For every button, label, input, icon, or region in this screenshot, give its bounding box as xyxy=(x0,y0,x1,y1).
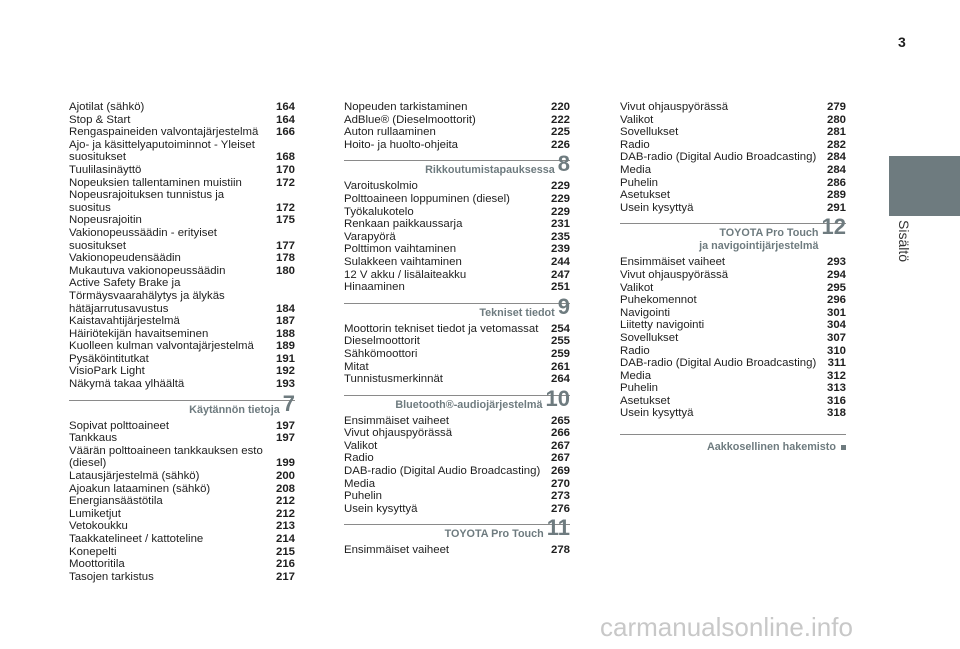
toc-entry-title: Ensimmäiset vaiheet xyxy=(344,544,450,557)
toc-entry-title: Media xyxy=(344,477,376,490)
toc-entry[interactable] xyxy=(620,269,846,282)
toc-entry[interactable] xyxy=(344,361,570,374)
toc-entry-page: 213 xyxy=(275,520,295,533)
toc-entry-title: Polttoaineen loppuminen (diesel) xyxy=(344,192,510,205)
toc-entry[interactable] xyxy=(69,139,295,164)
toc-entry[interactable] xyxy=(344,323,570,336)
toc-entry[interactable] xyxy=(620,151,846,164)
toc-entry-page: 225 xyxy=(550,126,570,139)
toc-entry-page: 200 xyxy=(275,470,295,483)
toc-entry-title: Mukautuva vakionopeussäädin xyxy=(69,264,226,277)
toc-entry-page: 229 xyxy=(550,180,570,193)
toc-entry-page: 289 xyxy=(826,189,846,202)
toc-entry-title: Sopivat polttoaineet xyxy=(69,419,170,432)
toc-entry-title: Taakkatelineet / kattoteline xyxy=(69,533,204,545)
toc-entry-title: Vakionopeudensäädin xyxy=(69,252,181,265)
toc-entry-title: Puhekomennot xyxy=(620,294,697,307)
toc-entry[interactable] xyxy=(69,546,295,559)
toc-entry[interactable] xyxy=(69,508,295,521)
toc-entry[interactable] xyxy=(69,315,295,328)
toc-entry-page: 244 xyxy=(550,255,570,268)
toc-entry[interactable] xyxy=(344,218,570,231)
toc-entry-page: 312 xyxy=(826,369,846,382)
toc-entry-title: Radio xyxy=(620,138,650,151)
toc-entry-title: Ajo- ja käsittelyaputoiminnot - Yleiset suositukset xyxy=(69,138,255,164)
section-number: 9 xyxy=(557,293,570,319)
toc-entry[interactable] xyxy=(344,206,570,219)
toc-entry-page: 311 xyxy=(827,357,846,370)
toc-entry[interactable] xyxy=(620,395,846,408)
toc-entry[interactable] xyxy=(69,214,295,227)
toc-entry-page: 199 xyxy=(275,457,295,470)
section-title: Tekniset tiedot xyxy=(479,306,555,319)
toc-entry[interactable] xyxy=(344,373,570,386)
toc-entry[interactable] xyxy=(344,243,570,256)
toc-entry[interactable] xyxy=(620,202,846,215)
toc-entry[interactable] xyxy=(344,180,570,193)
toc-entry-title: Usein kysyttyä xyxy=(344,502,418,515)
toc-entry-page: 293 xyxy=(826,256,846,269)
toc-entry[interactable] xyxy=(69,340,295,353)
toc-entry[interactable] xyxy=(69,378,295,391)
toc-entry-page: 247 xyxy=(550,268,570,281)
toc-entry[interactable] xyxy=(620,139,846,152)
toc-entry[interactable] xyxy=(69,495,295,508)
toc-entry-title: Nopeusrajoitin xyxy=(69,214,142,227)
alphabetical-index-link[interactable] xyxy=(620,434,846,453)
toc-entry-page: 279 xyxy=(826,101,846,113)
toc-entry-page: 294 xyxy=(826,268,846,281)
toc-column-1 xyxy=(69,101,295,583)
toc-entry-page: 273 xyxy=(550,490,570,503)
toc-entry[interactable] xyxy=(620,407,846,420)
toc-entry-page: 284 xyxy=(826,151,846,164)
toc-entry-page: 261 xyxy=(550,360,570,373)
section-header-9[interactable] xyxy=(344,293,570,320)
toc-entry[interactable] xyxy=(344,503,570,516)
toc-entry-title: Usein kysyttyä xyxy=(620,407,694,420)
toc-entry-title: Asetukset xyxy=(620,189,671,202)
toc-entry-title: Konepelti xyxy=(69,545,117,558)
toc-entry-title: Puhelin xyxy=(620,382,658,395)
section-title xyxy=(699,224,818,253)
toc-entry[interactable] xyxy=(620,357,846,370)
toc-column-3 xyxy=(620,101,846,453)
toc-entry-title: Navigointi xyxy=(620,306,671,319)
section-header-12[interactable] xyxy=(620,214,846,253)
watermark: carmanualsonline.info xyxy=(600,612,853,642)
toc-entry-title: Puhelin xyxy=(344,490,382,503)
toc-entry-title: Ajoakun lataaminen (sähkö) xyxy=(69,482,211,495)
toc-entry-page: 170 xyxy=(275,163,295,176)
toc-entry[interactable] xyxy=(344,281,570,294)
toc-entry-page: 267 xyxy=(550,439,570,452)
toc-entry-page: 192 xyxy=(275,365,295,378)
toc-entry-title: Mitat xyxy=(344,360,369,373)
toc-entry-page: 226 xyxy=(550,138,570,151)
toc-entry[interactable] xyxy=(620,382,846,395)
section-title: Rikkoutumistapauksessa xyxy=(425,164,555,177)
toc-entry-page: 214 xyxy=(275,533,295,545)
toc-entry-title: Sovellukset xyxy=(620,331,679,344)
toc-entry-title: Moottoritila xyxy=(69,558,125,571)
toc-entry-title: Asetukset xyxy=(620,394,671,407)
toc-entry-page: 318 xyxy=(826,407,846,420)
toc-entry-title: Liitetty navigointi xyxy=(620,319,705,332)
toc-entry-page: 259 xyxy=(550,347,570,360)
toc-entry[interactable] xyxy=(344,335,570,348)
toc-entry-title: Lumiketjut xyxy=(69,507,121,520)
toc-entry[interactable] xyxy=(344,440,570,453)
toc-entry-title: Radio xyxy=(620,344,650,357)
toc-entry[interactable] xyxy=(344,231,570,244)
toc-entry-page: 177 xyxy=(275,239,295,252)
toc-entry[interactable] xyxy=(344,452,570,465)
toc-entry[interactable] xyxy=(620,126,846,139)
toc-entry[interactable] xyxy=(69,265,295,278)
toc-entry[interactable] xyxy=(620,345,846,358)
toc-entry[interactable] xyxy=(620,256,846,269)
toc-entry-page: 189 xyxy=(275,340,295,353)
toc-entry-page: 276 xyxy=(550,502,570,515)
toc-entry-title: Rengaspaineiden valvontajärjestelmä xyxy=(69,126,259,139)
toc-entry-page: 270 xyxy=(550,477,570,490)
toc-entry-title: DAB-radio (Digital Audio Broadcasting) xyxy=(344,465,541,478)
toc-entry-page: 281 xyxy=(826,126,846,139)
toc-entry[interactable] xyxy=(620,307,846,320)
toc-entry-title: 12 V akku / lisälaiteakku xyxy=(344,268,467,281)
toc-entry-title: AdBlue® (Dieselmoottorit) xyxy=(344,113,476,126)
toc-entry-title: Nopeuksien tallentaminen muistiin xyxy=(69,176,242,189)
toc-entry-title: Moottorin tekniset tiedot ja vetomassat xyxy=(344,322,539,335)
toc-entry-title: Tunnistusmerkinnät xyxy=(344,373,443,386)
toc-entry-title: Radio xyxy=(344,452,374,465)
toc-entry-page: 215 xyxy=(275,545,295,558)
toc-entry-page: 301 xyxy=(826,306,846,319)
toc-entry[interactable] xyxy=(620,101,846,114)
toc-entry[interactable] xyxy=(344,465,570,478)
toc-entry[interactable] xyxy=(69,558,295,571)
toc-entry-title: VisioPark Light xyxy=(69,365,145,378)
toc-entry[interactable] xyxy=(344,114,570,127)
toc-entry-page: 266 xyxy=(550,427,570,440)
toc-entry[interactable] xyxy=(344,415,570,428)
toc-entry-title: Active Safety Brake ja Törmäysvaarahälytys ja älykäs hätäjarrutusavustus xyxy=(69,277,225,315)
section-title-line-2: ja navigointijärjestelmä xyxy=(699,240,819,253)
toc-entry-title: Puhelin xyxy=(620,176,658,189)
toc-entry-page: 291 xyxy=(826,201,846,214)
toc-entry-title: Varapyörä xyxy=(344,230,396,243)
toc-entry[interactable] xyxy=(69,177,295,190)
toc-entry-page: 269 xyxy=(550,465,570,478)
toc-entry-title: Nopeuden tarkistaminen xyxy=(344,101,468,113)
toc-entry[interactable] xyxy=(69,432,295,445)
toc-entry-page: 229 xyxy=(550,205,570,218)
toc-entry-title: Pysäköintitutkat xyxy=(69,352,149,365)
toc-entry-title: Nopeusrajoituksen tunnistus ja suositus xyxy=(69,189,225,214)
toc-entry-page: 178 xyxy=(275,252,295,265)
toc-entry-page: 295 xyxy=(826,281,846,294)
chapter-tab-label: Sisältö xyxy=(896,220,912,263)
toc-entry[interactable] xyxy=(344,490,570,503)
toc-entry[interactable] xyxy=(344,544,570,557)
toc-entry-page: 184 xyxy=(275,302,295,315)
toc-entry-title: Kuolleen kulman valvontajärjestelmä xyxy=(69,340,254,353)
toc-entry-page: 284 xyxy=(826,163,846,176)
toc-entry-page: 168 xyxy=(275,151,295,164)
toc-entry[interactable] xyxy=(69,420,295,433)
toc-entry[interactable] xyxy=(69,533,295,546)
toc-entry-title: Työkalukotelo xyxy=(344,205,414,218)
toc-entry-title: Sovellukset xyxy=(620,126,679,139)
toc-entry[interactable] xyxy=(344,139,570,152)
toc-entry[interactable] xyxy=(69,470,295,483)
toc-entry-title: Usein kysyttyä xyxy=(620,201,694,214)
toc-entry-page: 212 xyxy=(275,507,295,520)
toc-entry-title: Kaistavahtijärjestelmä xyxy=(69,315,180,328)
toc-entry-title: Sulakkeen vaihtaminen xyxy=(344,255,462,268)
toc-entry-page: 164 xyxy=(275,113,295,126)
square-bullet-icon xyxy=(841,445,846,450)
section-number: 11 xyxy=(546,515,570,541)
toc-entry-title: Polttimon vaihtaminen xyxy=(344,243,457,256)
toc-entry-page: 172 xyxy=(275,176,295,189)
toc-entry[interactable] xyxy=(620,319,846,332)
toc-entry[interactable] xyxy=(620,370,846,383)
toc-entry-title: Hinaaminen xyxy=(344,281,405,294)
section-title: Bluetooth®-audiojärjestelmä xyxy=(395,398,543,411)
section-header-11[interactable] xyxy=(344,515,570,541)
toc-entry-page: 166 xyxy=(275,126,295,139)
toc-entry-page: 216 xyxy=(275,558,295,571)
toc-entry-page: 251 xyxy=(550,281,570,294)
toc-entry-page: 278 xyxy=(550,544,570,557)
toc-entry[interactable] xyxy=(344,126,570,139)
toc-entry-title: Dieselmoottorit xyxy=(344,335,420,348)
toc-entry-page: 212 xyxy=(275,495,295,508)
toc-entry[interactable] xyxy=(620,164,846,177)
section-header-10[interactable] xyxy=(344,385,570,412)
section-number: 12 xyxy=(821,214,846,240)
toc-entry-page: 267 xyxy=(550,452,570,465)
toc-entry-title: Auton rullaaminen xyxy=(344,126,436,139)
toc-entry-title: Häiriötekijän havaitseminen xyxy=(69,327,209,340)
section-number: 7 xyxy=(282,390,295,416)
index-title: Aakkosellinen hakemisto xyxy=(706,441,836,454)
toc-entry-page: 187 xyxy=(275,315,295,328)
toc-entry[interactable] xyxy=(69,353,295,366)
toc-entry-page: 255 xyxy=(550,335,570,348)
toc-entry-title: Valikot xyxy=(620,281,654,294)
toc-entry-title: Vivut ohjauspyörässä xyxy=(344,427,453,440)
toc-entry[interactable] xyxy=(69,328,295,341)
toc-entry-title: Ensimmäiset vaiheet xyxy=(620,256,726,269)
toc-entry-page: 197 xyxy=(275,432,295,445)
toc-entry-title: Vetokoukku xyxy=(69,520,128,533)
toc-entry-title: DAB-radio (Digital Audio Broadcasting) xyxy=(620,151,817,164)
section-title: TOYOTA Pro Touch xyxy=(444,528,544,541)
toc-entry-page: 254 xyxy=(550,322,570,335)
toc-entry[interactable] xyxy=(69,483,295,496)
toc-entry-title: Ensimmäiset vaiheet xyxy=(344,414,450,427)
toc-entry-page: 188 xyxy=(275,327,295,340)
toc-entry-page: 217 xyxy=(275,570,295,583)
toc-entry-page: 304 xyxy=(826,319,846,332)
section-title: Käytännön tietoja xyxy=(189,403,280,416)
toc-entry-title: Vivut ohjauspyörässä xyxy=(620,268,729,281)
toc-entry-page: 307 xyxy=(826,331,846,344)
toc-entry-page: 229 xyxy=(550,192,570,205)
toc-entry[interactable] xyxy=(69,126,295,139)
toc-entry[interactable] xyxy=(69,277,295,315)
toc-entry-title: Valikot xyxy=(344,439,378,452)
toc-entry-page: 296 xyxy=(826,294,846,307)
toc-entry[interactable] xyxy=(620,332,846,345)
section-header-7[interactable] xyxy=(69,390,295,417)
toc-entry[interactable] xyxy=(69,101,295,114)
toc-entry-title: Vakionopeussäädin - erityiset suositukset xyxy=(69,226,217,252)
toc-entry-page: 172 xyxy=(275,201,295,214)
toc-entry-page: 280 xyxy=(826,113,846,126)
toc-entry[interactable] xyxy=(69,365,295,378)
toc-entry-page: 220 xyxy=(550,101,570,113)
toc-column-2 xyxy=(344,101,570,557)
toc-entry-title: Media xyxy=(620,163,652,176)
toc-entry[interactable] xyxy=(344,193,570,206)
toc-entry[interactable] xyxy=(344,348,570,361)
toc-entry[interactable] xyxy=(344,269,570,282)
toc-entry-title: Näkymä takaa ylhäältä xyxy=(69,378,185,391)
toc-entry-title: Vivut ohjauspyörässä xyxy=(620,101,729,113)
toc-entry-title: Stop & Start xyxy=(69,113,131,126)
section-number: 10 xyxy=(545,385,570,411)
toc-entry-title: Väärän polttoaineen tankkauksen esto (diesel) xyxy=(69,444,263,470)
toc-entry-title: Hoito- ja huolto-ohjeita xyxy=(344,138,458,151)
toc-entry-page: 208 xyxy=(275,482,295,495)
toc-entry-title: Tuulilasinäyttö xyxy=(69,163,142,176)
toc-entry-page: 191 xyxy=(275,352,295,365)
toc-entry-page: 264 xyxy=(550,373,570,386)
toc-entry[interactable] xyxy=(620,282,846,295)
toc-entry-title: Ajotilat (sähkö) xyxy=(69,101,145,113)
toc-entry[interactable] xyxy=(69,164,295,177)
toc-entry[interactable] xyxy=(69,445,295,470)
toc-entry-page: 175 xyxy=(275,214,295,227)
toc-entry-page: 222 xyxy=(550,113,570,126)
section-title-line-1: TOYOTA Pro Touch xyxy=(719,227,819,240)
toc-entry-page: 197 xyxy=(275,419,295,432)
toc-entry-title: DAB-radio (Digital Audio Broadcasting) xyxy=(620,357,817,370)
section-header-8[interactable] xyxy=(344,151,570,177)
toc-entry[interactable] xyxy=(344,256,570,269)
toc-entry[interactable] xyxy=(69,252,295,265)
toc-entry[interactable] xyxy=(620,294,846,307)
toc-entry-page: 180 xyxy=(275,264,295,277)
toc-entry-title: Tasojen tarkistus xyxy=(69,570,154,583)
toc-entry-page: 316 xyxy=(826,394,846,407)
toc-entry-title: Energiansäästötila xyxy=(69,495,163,508)
section-number: 8 xyxy=(557,151,570,177)
toc-entry-page: 265 xyxy=(550,414,570,427)
toc-entry-page: 282 xyxy=(826,138,846,151)
toc-entry[interactable] xyxy=(344,101,570,114)
toc-entry[interactable] xyxy=(344,478,570,491)
toc-entry-title: Sähkömoottori xyxy=(344,347,418,360)
toc-entry-page: 231 xyxy=(550,218,570,231)
toc-entry-page: 164 xyxy=(275,101,295,113)
toc-entry-page: 310 xyxy=(826,344,846,357)
toc-entry[interactable] xyxy=(620,177,846,190)
toc-entry-page: 193 xyxy=(275,378,295,391)
toc-entry[interactable] xyxy=(69,571,295,584)
toc-entry-title: Latausjärjestelmä (sähkö) xyxy=(69,470,200,483)
page-number: 3 xyxy=(898,34,906,50)
toc-entry-title: Varoituskolmio xyxy=(344,180,418,193)
toc-entry-page: 235 xyxy=(550,230,570,243)
toc-entry[interactable] xyxy=(344,427,570,440)
toc-entry[interactable] xyxy=(620,189,846,202)
chapter-tab xyxy=(889,156,960,216)
toc-entry[interactable] xyxy=(69,189,295,214)
toc-entry-page: 239 xyxy=(550,243,570,256)
toc-entry-title: Media xyxy=(620,369,652,382)
toc-entry-title: Tankkaus xyxy=(69,432,118,445)
toc-entry-title: Renkaan paikkaussarja xyxy=(344,218,463,231)
toc-entry[interactable] xyxy=(69,114,295,127)
toc-entry-page: 286 xyxy=(826,176,846,189)
toc-entry[interactable] xyxy=(69,227,295,252)
toc-entry-title: Valikot xyxy=(620,113,654,126)
toc-entry-page: 313 xyxy=(826,382,846,395)
toc-entry[interactable] xyxy=(620,114,846,127)
toc-entry[interactable] xyxy=(69,520,295,533)
